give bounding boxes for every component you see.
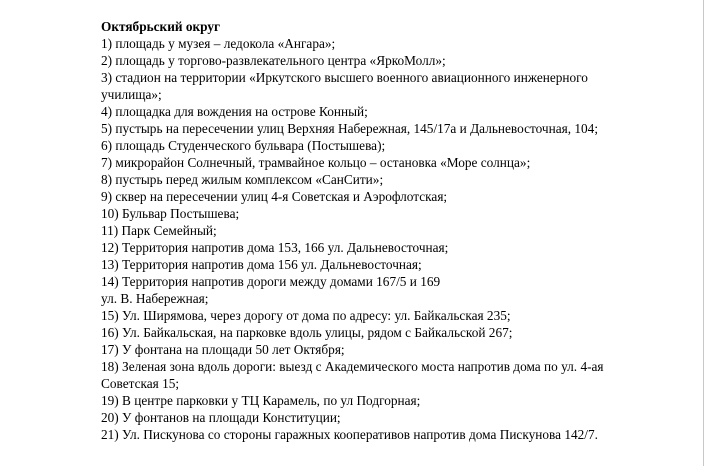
list-item	[101, 256, 701, 273]
list-item	[101, 103, 701, 120]
document-title: Октябрьский округ	[101, 19, 221, 34]
list-item-text: 15) Ул. Ширямова, через дорогу от дома по адресу: ул. Байкальская 235;	[101, 308, 511, 323]
list-item-text: 2) площадь у торгово-развлекательного центра «ЯркоМолл»;	[101, 53, 446, 68]
list-item	[101, 171, 701, 188]
list-item	[101, 35, 701, 52]
list-item	[101, 324, 701, 341]
list-item-text: 10) Бульвар Постышева;	[101, 206, 240, 221]
list-item-text: 11) Парк Семейный;	[101, 223, 217, 238]
document-body	[101, 18, 701, 443]
list-item-text: 12) Территория напротив дома 153, 166 ул. Дальневосточная;	[101, 240, 449, 255]
list-item-text-continued: Советская 15;	[101, 376, 180, 391]
list-item-text: 18) Зеленая зона вдоль дороги: выезд с Академического моста напротив дома по ул. 4-ая	[101, 359, 604, 374]
list-item	[101, 358, 701, 392]
list-item-text: 5) пустырь на пересечении улиц Верхняя Набережная, 145/17а и Дальневосточная, 104;	[101, 121, 599, 136]
list-item	[101, 222, 701, 239]
list-item-text-continued: училища»;	[101, 87, 162, 102]
list-item	[101, 273, 701, 307]
list-item-text: 6) площадь Студенческого бульвара (Постышева);	[101, 138, 386, 153]
list-item-text: 19) В центре парковки у ТЦ Карамель, по ул Подгорная;	[101, 393, 421, 408]
list-item-text: 20) У фонтанов на площади Конституции;	[101, 410, 341, 425]
list-item	[101, 409, 701, 426]
list-item-text: 21) Ул. Пискунова со стороны гаражных кооперативов напротив дома Пискунова 142/7.	[101, 427, 598, 442]
list-item	[101, 239, 701, 256]
list-item	[101, 205, 701, 222]
list-item-text: 13) Территория напротив дома 156 ул. Дальневосточная;	[101, 257, 422, 272]
list-item-text: 9) сквер на пересечении улиц 4-я Советская и Аэрофлотская;	[101, 189, 448, 204]
location-list	[101, 35, 701, 443]
list-item	[101, 120, 701, 137]
list-item	[101, 188, 701, 205]
list-item-text: 17) У фонтана на площади 50 лет Октября;	[101, 342, 345, 357]
list-item-text-continued: ул. В. Набережная;	[101, 291, 209, 306]
list-item	[101, 426, 701, 443]
list-item	[101, 307, 701, 324]
list-item-text: 1) площадь у музея – ледокола «Ангара»;	[101, 36, 336, 51]
list-item-text: 7) микрорайон Солнечный, трамвайное кольцо – остановка «Море солнца»;	[101, 155, 531, 170]
list-item	[101, 52, 701, 69]
list-item	[101, 69, 701, 103]
list-item-text: 16) Ул. Байкальская, на парковке вдоль улицы, рядом с Байкальской 267;	[101, 325, 513, 340]
page-edge-divider	[703, 0, 704, 466]
list-item-text: 8) пустырь перед жилым комплексом «СанСити»;	[101, 172, 384, 187]
list-item	[101, 392, 701, 409]
list-item	[101, 154, 701, 171]
list-item-text: 3) стадион на территории «Иркутского высшего военного авиационного инженерного	[101, 70, 588, 85]
list-item	[101, 137, 701, 154]
list-item-text: 14) Территория напротив дороги между домами 167/5 и 169	[101, 274, 441, 289]
list-item-text: 4) площадка для вождения на острове Конный;	[101, 104, 368, 119]
list-item	[101, 341, 701, 358]
